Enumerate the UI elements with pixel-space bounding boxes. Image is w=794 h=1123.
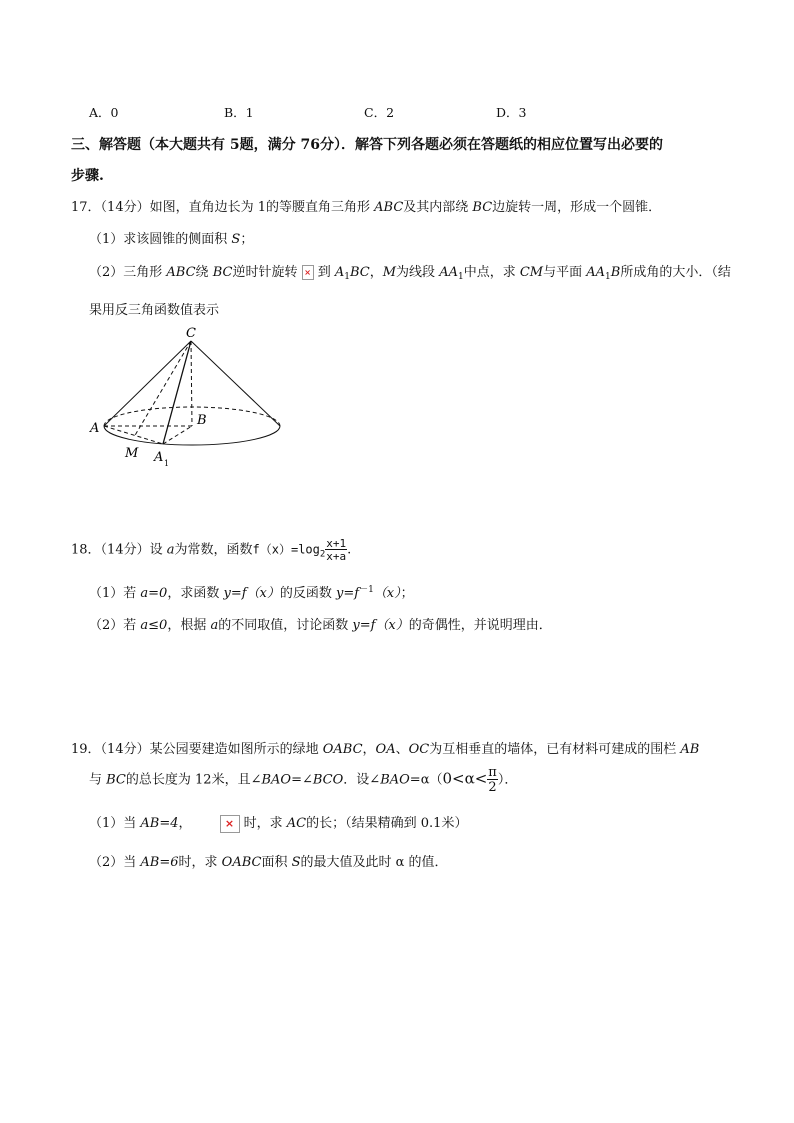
var: ABC — [374, 200, 404, 215]
text: =∠ — [291, 772, 313, 788]
label-M: M — [125, 446, 139, 461]
edge-CA — [104, 341, 191, 426]
subscript: 2 — [319, 549, 326, 560]
broken-image-icon: × — [302, 265, 314, 280]
text: 设 — [149, 542, 167, 558]
q19-part1 — [89, 812, 467, 833]
text: ）． — [497, 772, 518, 788]
text: 的不同取值，讨论函数 — [218, 618, 353, 633]
var: y=f — [336, 586, 360, 601]
var: a — [210, 618, 219, 633]
option-b: B．1 — [224, 105, 254, 120]
text: 、 — [395, 742, 409, 757]
text: 为互相垂直的墙体，已有材料可建成的围栏 — [429, 742, 681, 757]
edge-AA1 — [104, 426, 163, 444]
label-A1: A — [154, 450, 164, 465]
var: M — [382, 265, 397, 280]
broken-image-icon: × — [220, 815, 240, 833]
option-d: D．3 — [496, 105, 527, 120]
text: ，求函数 — [167, 586, 224, 601]
q19-intro — [71, 738, 699, 757]
var: AA — [439, 265, 458, 280]
formula: f（x）=log — [252, 542, 320, 557]
q18-part1 — [89, 582, 414, 601]
text: ，根据 — [167, 618, 211, 633]
var: OABC — [322, 742, 363, 757]
text: 某公园要建造如图所示的绿地 — [149, 742, 323, 757]
text: 时，求 — [239, 816, 287, 831]
text: （1）若 — [89, 586, 141, 601]
text: 逆时针旋转 — [232, 265, 302, 280]
text: 边旋转一周，形成一个圆锥． — [492, 200, 662, 215]
var: B — [610, 265, 621, 280]
edge-CB — [191, 341, 192, 426]
text: 的反函数 — [279, 586, 336, 601]
var: y=f（x） — [352, 618, 409, 633]
text: 的最大值及此时 α 的值． — [300, 855, 448, 870]
numerator: x+1 — [326, 537, 347, 550]
subscript: 1 — [605, 272, 611, 282]
text: 的总长度为 12米，且∠ — [125, 772, 262, 788]
text: 的长；（结果精确到 0.1米） — [306, 816, 468, 831]
q19-number: 19．（14分） — [71, 742, 150, 757]
denominator: 2 — [488, 780, 497, 795]
q17-intro — [71, 196, 661, 215]
var: A — [334, 265, 345, 280]
text: 到 — [313, 265, 335, 280]
text: 及其内部绕 — [403, 200, 473, 215]
var: S — [291, 855, 301, 870]
var: BC — [349, 265, 370, 280]
text: （1）当 — [89, 816, 141, 831]
subscript: 1 — [457, 272, 464, 282]
var: ABC — [166, 265, 196, 280]
var: AC — [286, 816, 307, 831]
var: AA — [586, 265, 606, 280]
var: CM — [519, 265, 544, 280]
var: BC — [106, 772, 126, 788]
text: （2）当 — [89, 855, 141, 870]
var: AB=4 — [140, 816, 179, 831]
q17-part1 — [89, 228, 253, 247]
text: . — [347, 542, 352, 558]
denominator: x+a — [326, 550, 347, 563]
q17-number: 17．（14分） — [71, 200, 150, 215]
text: （2）若 — [89, 618, 141, 633]
var: a=0 — [140, 586, 168, 601]
fraction — [325, 538, 347, 562]
text: 与平面 — [543, 265, 587, 280]
q18-part2 — [89, 614, 552, 633]
var: a≤0 — [140, 618, 168, 633]
var: （x） — [373, 586, 401, 601]
option-a: A．0 — [89, 105, 119, 120]
text: ； — [400, 586, 414, 601]
q19-part2 — [89, 851, 448, 870]
text: 与 — [89, 772, 107, 788]
text: ， — [178, 816, 192, 831]
text: 的奇偶性，并说明理由． — [408, 618, 552, 633]
text: 所成角的大小．（结 — [620, 265, 731, 280]
text: （2）三角形 — [89, 265, 167, 280]
section-heading: 三、解答题（本大题共有 5题，满分 76分）．解答下列各题必须在答题纸的相应位置写出必要的 — [71, 137, 663, 153]
label-C: C — [186, 326, 196, 341]
text: 绕 — [195, 265, 213, 280]
q17-part2-cont: 果用反三角函数值表示 — [89, 303, 220, 318]
var: S — [231, 232, 241, 247]
q19-line2 — [89, 766, 517, 794]
var: OA — [375, 742, 396, 757]
var: BCO — [312, 772, 344, 788]
label-B: B — [197, 413, 207, 428]
var: OABC — [221, 855, 262, 870]
text: ．设∠ — [343, 772, 381, 788]
q18-intro — [71, 538, 351, 562]
text: 如图，直角边长为 1的等腰直角三角形 — [149, 200, 375, 215]
var: OC — [408, 742, 430, 757]
edge-CA1 — [163, 341, 191, 444]
text: 面积 — [261, 855, 292, 870]
text: （1）求该圆锥的侧面积 — [89, 232, 232, 247]
text: ； — [240, 232, 254, 247]
section-heading-cont: 步骤. — [71, 168, 104, 184]
superscript: －1 — [359, 585, 374, 595]
label-A: A — [90, 421, 100, 436]
fraction — [487, 766, 498, 794]
cone-figure — [85, 320, 295, 470]
text: 为常数，函数 — [174, 542, 253, 558]
text: =α（ — [409, 772, 443, 788]
inequality: 0<α< — [442, 769, 488, 788]
var: BC — [212, 265, 233, 280]
text: ， — [362, 742, 376, 757]
q18-number: 18．（14分） — [71, 542, 150, 558]
option-c: C．2 — [364, 105, 395, 120]
numerator: π — [488, 765, 497, 780]
q17-part2 — [89, 261, 731, 282]
var: AB=6 — [140, 855, 179, 870]
var: y=f（x） — [223, 586, 280, 601]
cone-base-back — [104, 407, 280, 426]
text: 时，求 — [178, 855, 222, 870]
label-A1-sub: 1 — [164, 459, 170, 468]
var: BC — [472, 200, 493, 215]
text: ， — [369, 265, 383, 280]
subscript: 1 — [344, 272, 350, 282]
text: 中点，求 — [463, 265, 520, 280]
text: 为线段 — [396, 265, 440, 280]
var: BAO — [261, 772, 292, 788]
var: AB — [680, 742, 700, 757]
var: a — [166, 542, 175, 558]
cone-base-front — [104, 426, 280, 445]
var: BAO — [380, 772, 410, 788]
